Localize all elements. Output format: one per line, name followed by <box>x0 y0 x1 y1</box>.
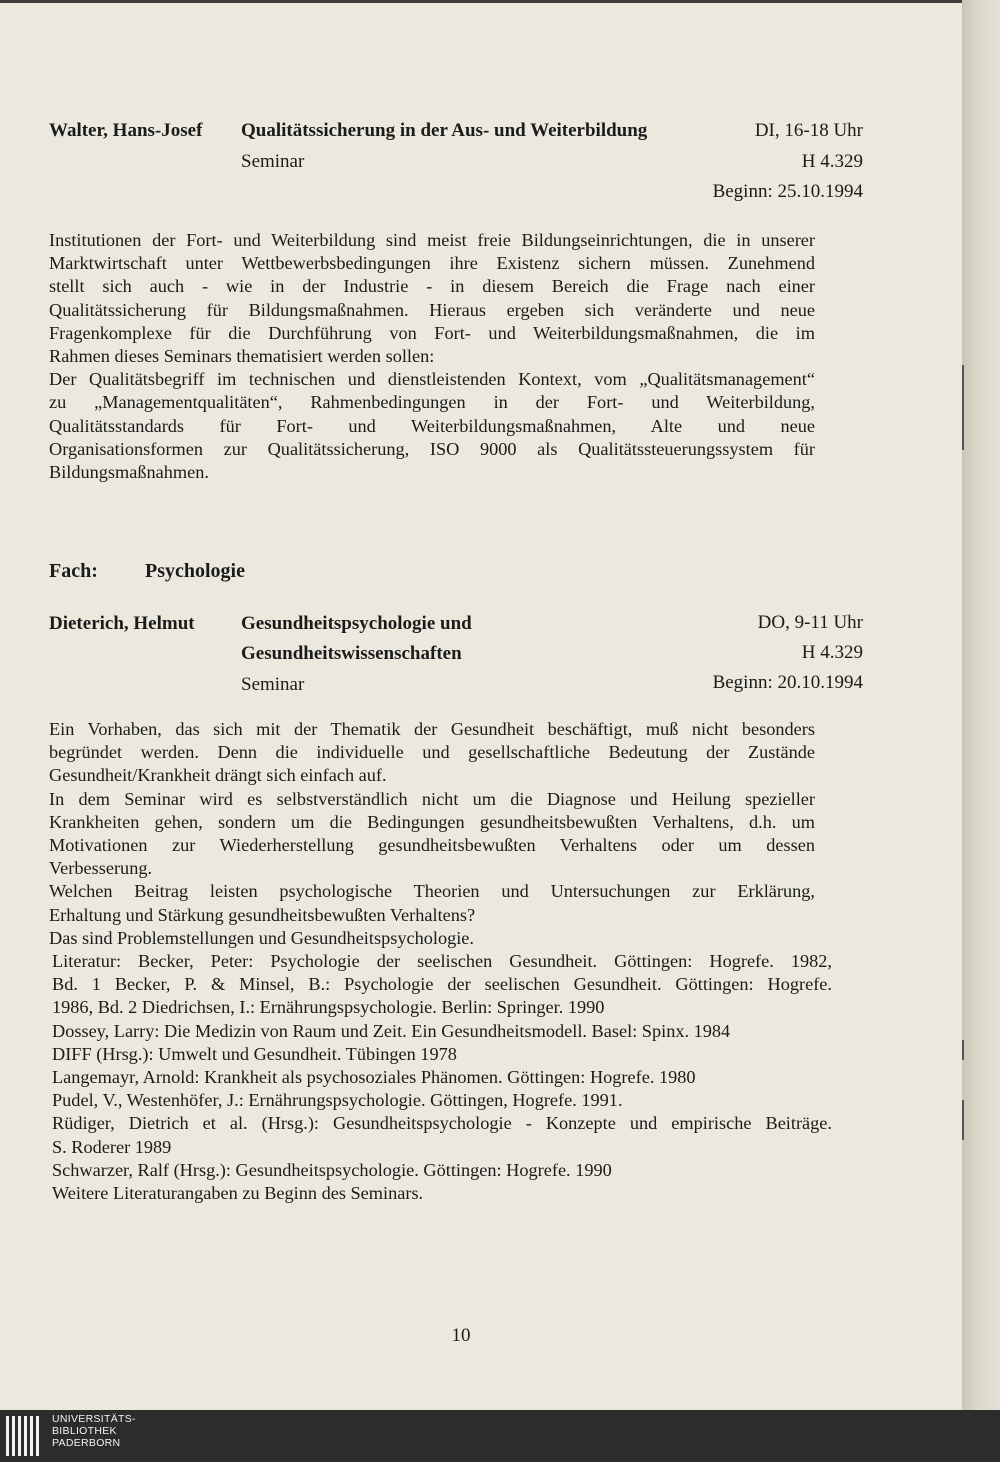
edge-mark <box>962 1100 964 1140</box>
text-line: Erhaltung und Stärkung gesundheitsbewußten Verhaltens? <box>49 904 476 925</box>
text-line: Der Qualitätsbegriff im technischen und dienstleistenden Kontext, vom „Qualitätsmanagement“ <box>49 369 815 390</box>
entry2-start: Beginn: 20.10.1994 <box>712 672 863 693</box>
literature-line: Pudel, V., Westenhöfer, J.: Ernährungspsychologie. Göttingen, Hogrefe. 1991. <box>52 1090 623 1111</box>
text-line: Bildungsmaßnahmen. <box>49 462 209 483</box>
page-number: 10 <box>451 1325 471 1346</box>
text-line: begründet werden. Denn die individuelle und gesellschaftliche Bedeutung der Zustände <box>49 742 815 763</box>
entry1-start: Beginn: 25.10.1994 <box>712 181 863 202</box>
logo-line: PADERBORN <box>52 1437 121 1449</box>
entry1-lecturer: Walter, Hans-Josef <box>49 120 203 141</box>
literature-line: 1986, Bd. 2 Diedrichsen, I.: Ernährungspsychologie. Berlin: Springer. 1990 <box>52 997 605 1018</box>
text-line: Fragenkomplexe für die Durchführung von Fort- und Weiterbildungsmaßnahmen, die im <box>49 322 815 343</box>
literature-line: Weitere Literaturangaben zu Beginn des Seminars. <box>52 1183 424 1204</box>
edge-mark <box>962 1040 964 1060</box>
text-line: Das sind Problemstellungen und Gesundheitspsychologie. <box>49 927 474 948</box>
entry2-room: H 4.329 <box>801 642 863 663</box>
literature-line: Literatur: Becker, Peter: Psychologie der seelischen Gesundheit. Göttingen: Hogrefe. 1982, <box>52 951 832 971</box>
text-line: stellt sich auch - wie in der Industrie - in diesem Bereich die Frage nach einer <box>49 276 815 297</box>
page-edge <box>962 0 1000 1410</box>
library-logo-icon <box>6 1416 44 1456</box>
text-line: Krankheiten gehen, sondern um die Bedingungen gesundheitsbewußten Verhaltens, d.h. um <box>49 811 815 832</box>
text-line: Institutionen der Fort- und Weiterbildung sind meist freie Bildungseinrichtungen, die in unserer <box>49 230 815 250</box>
text-line: Ein Vorhaben, das sich mit der Thematik der Gesundheit beschäftigt, muß nicht besonders <box>49 719 815 739</box>
text-line: In dem Seminar wird es selbstverständlich nicht um die Diagnose und Heilung spezieller <box>49 788 815 809</box>
text-line: Qualitätssicherung für Bildungsmaßnahmen. Hieraus ergeben sich veränderte und neue <box>49 299 815 320</box>
section-label: Fach: <box>49 560 98 582</box>
literature-line: Bd. 1 Becker, P. & Minsel, B.: Psychologie der seelischen Gesundheit. Göttingen: Hogrefe. <box>52 974 832 995</box>
entry1-time: DI, 16-18 Uhr <box>754 120 863 141</box>
library-logo-text <box>52 1413 136 1449</box>
entry1-title: Qualitätssicherung in der Aus- und Weiterbildung <box>241 120 648 141</box>
text-line: zu „Managementqualitäten“, Rahmenbedingungen in der Fort- und Weiterbildung, <box>49 392 815 413</box>
text-line: Verbesserung. <box>49 858 153 879</box>
literature-line: Langemayr, Arnold: Krankheit als psychosoziales Phänomen. Göttingen: Hogrefe. 1980 <box>52 1067 696 1088</box>
scan-top-border <box>0 0 1000 3</box>
literature-line: S. Roderer 1989 <box>52 1136 172 1157</box>
entry2-description <box>49 718 815 950</box>
text-line: Marktwirtschaft unter Wettbewerbsbedingungen ihre Existenz sichern müssen. Zunehmend <box>49 253 815 274</box>
entry2-title-line2: Gesundheitswissenschaften <box>241 643 462 664</box>
library-footer <box>0 1410 1000 1462</box>
entry2-title-line1: Gesundheitspsychologie und <box>241 613 472 634</box>
text-line: Motivationen zur Wiederherstellung gesundheitsbewußten Verhaltens oder um dessen <box>49 835 815 856</box>
literature-list <box>52 950 832 1205</box>
entry1-description <box>49 229 815 484</box>
literature-line: Rüdiger, Dietrich et al. (Hrsg.): Gesundheitspsychologie - Konzepte und empirische Beiträge. <box>52 1113 832 1134</box>
text-line: Rahmen dieses Seminars thematisiert werden sollen: <box>49 346 435 367</box>
section-subject: Psychologie <box>145 560 245 582</box>
logo-line: UNIVERSITÄTS- <box>52 1413 136 1425</box>
entry1-room: H 4.329 <box>801 151 863 172</box>
text-line: Welchen Beitrag leisten psychologische Theorien und Untersuchungen zur Erklärung, <box>49 881 815 902</box>
logo-line: BIBLIOTHEK <box>52 1425 117 1437</box>
entry2-type: Seminar <box>241 674 305 695</box>
edge-mark <box>962 365 964 450</box>
literature-line: DIFF (Hrsg.): Umwelt und Gesundheit. Tübingen 1978 <box>52 1043 457 1064</box>
entry1-type: Seminar <box>241 151 305 172</box>
entry2-time: DO, 9-11 Uhr <box>757 612 863 633</box>
text-line: Qualitätsstandards für Fort- und Weiterbildungsmaßnahmen, Alte und neue <box>49 415 815 436</box>
text-line: Gesundheit/Krankheit drängt sich einfach auf. <box>49 765 387 786</box>
literature-line: Dossey, Larry: Die Medizin von Raum und Zeit. Ein Gesundheitsmodell. Basel: Spinx. 1984 <box>52 1020 731 1041</box>
entry2-lecturer: Dieterich, Helmut <box>49 613 195 634</box>
literature-line: Schwarzer, Ralf (Hrsg.): Gesundheitspsychologie. Göttingen: Hogrefe. 1990 <box>52 1159 612 1180</box>
text-line: Organisationsformen zur Qualitätssicherung, ISO 9000 als Qualitätssteuerungssystem für <box>49 438 815 459</box>
